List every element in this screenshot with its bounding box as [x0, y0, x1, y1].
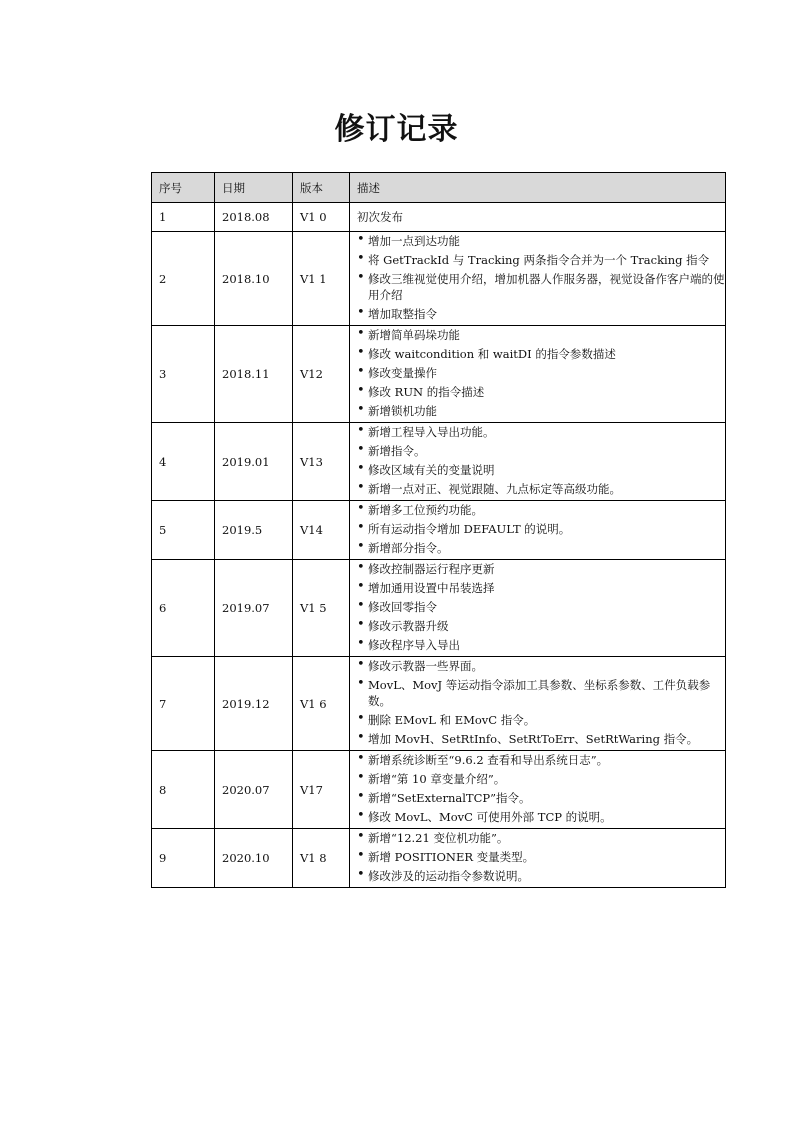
- cell-version: V1 5: [293, 560, 350, 657]
- table-row: [152, 232, 726, 326]
- table-header-row: [152, 173, 726, 203]
- table-row: [152, 560, 726, 657]
- change-list: [357, 658, 725, 747]
- change-item: • 修改 MovL、MovC 可使用外部 TCP 的说明。: [357, 809, 725, 825]
- change-item: • 修改涉及的运动指令参数说明。: [357, 868, 725, 884]
- change-item: • 新增“12.21 变位机功能”。: [357, 830, 725, 846]
- cell-no: 2: [152, 232, 215, 326]
- cell-no: 1: [152, 203, 215, 232]
- table-row: [152, 501, 726, 560]
- cell-version: V17: [293, 751, 350, 829]
- header-version: 版本: [293, 173, 350, 203]
- cell-version: V1 1: [293, 232, 350, 326]
- change-item: • 增加一点到达功能: [357, 233, 725, 249]
- change-item: • 新增一点对正、视觉跟随、九点标定等高级功能。: [357, 481, 725, 497]
- change-item: • 修改三维视觉使用介绍，增加机器人作服务器，视觉设备作客户端的使用介绍: [357, 271, 725, 303]
- change-list: [357, 327, 725, 419]
- cell-description: [350, 751, 726, 829]
- change-item: • 增加通用设置中吊装选择: [357, 580, 725, 596]
- change-item: • 删除 EMovL 和 EMovC 指令。: [357, 712, 725, 728]
- change-item: • 修改示教器升级: [357, 618, 725, 634]
- change-item: • 修改回零指令: [357, 599, 725, 615]
- table-row: [152, 423, 726, 501]
- cell-date: 2018.11: [215, 326, 293, 423]
- cell-description: [350, 232, 726, 326]
- change-list: [357, 561, 725, 653]
- cell-description: 初次发布: [350, 203, 726, 232]
- table-row: [152, 326, 726, 423]
- table-row: [152, 203, 726, 232]
- change-item: • 修改控制器运行程序更新: [357, 561, 725, 577]
- change-item: • 新增锁机功能: [357, 403, 725, 419]
- header-no: 序号: [152, 173, 215, 203]
- cell-version: V1 0: [293, 203, 350, 232]
- cell-version: V1 8: [293, 829, 350, 888]
- change-item: • 新增工程导入导出功能。: [357, 424, 725, 440]
- change-list: [357, 830, 725, 884]
- cell-description: [350, 326, 726, 423]
- table-row: [152, 657, 726, 751]
- cell-no: 5: [152, 501, 215, 560]
- cell-no: 4: [152, 423, 215, 501]
- revision-table: [151, 172, 726, 888]
- change-item: • 将 GetTrackId 与 Tracking 两条指令合并为一个 Tracking 指令: [357, 252, 725, 268]
- cell-date: 2018.08: [215, 203, 293, 232]
- change-item: • 修改区域有关的变量说明: [357, 462, 725, 478]
- table-row: [152, 829, 726, 888]
- change-item: • 新增简单码垛功能: [357, 327, 725, 343]
- cell-date: 2020.07: [215, 751, 293, 829]
- cell-description: [350, 501, 726, 560]
- change-item: • 修改示教器一些界面。: [357, 658, 725, 674]
- change-item: • 修改 RUN 的指令描述: [357, 384, 725, 400]
- cell-date: 2020.10: [215, 829, 293, 888]
- change-list: [357, 233, 725, 322]
- cell-no: 6: [152, 560, 215, 657]
- header-description: 描述: [350, 173, 726, 203]
- change-list: [357, 752, 725, 825]
- page-title: 修订记录: [334, 112, 459, 147]
- change-item: • 新增多工位预约功能。: [357, 502, 725, 518]
- cell-version: V14: [293, 501, 350, 560]
- header-date: 日期: [215, 173, 293, 203]
- cell-description: [350, 423, 726, 501]
- cell-date: 2018.10: [215, 232, 293, 326]
- cell-version: V1 6: [293, 657, 350, 751]
- change-item: • MovL、MovJ 等运动指令添加工具参数、坐标系参数、工件负载参数。: [357, 677, 725, 709]
- cell-date: 2019.5: [215, 501, 293, 560]
- change-list: [357, 502, 725, 556]
- cell-no: 8: [152, 751, 215, 829]
- cell-description: [350, 560, 726, 657]
- cell-no: 7: [152, 657, 215, 751]
- change-item: • 增加取整指令: [357, 306, 725, 322]
- cell-description: [350, 829, 726, 888]
- change-list: [357, 424, 725, 497]
- cell-date: 2019.12: [215, 657, 293, 751]
- change-item: • 新增“第 10 章变量介绍”。: [357, 771, 725, 787]
- table-row: [152, 751, 726, 829]
- change-item: • 新增“SetExternalTCP”指令。: [357, 790, 725, 806]
- change-item: • 新增部分指令。: [357, 540, 725, 556]
- change-item: • 所有运动指令增加 DEFAULT 的说明。: [357, 521, 725, 537]
- change-item: • 新增指令。: [357, 443, 725, 459]
- change-item: • 修改程序导入导出: [357, 637, 725, 653]
- change-item: • 新增系统诊断至“9.6.2 查看和导出系统日志”。: [357, 752, 725, 768]
- cell-no: 3: [152, 326, 215, 423]
- change-item: • 增加 MovH、SetRtInfo、SetRtToErr、SetRtWaring 指令。: [357, 731, 725, 747]
- cell-date: 2019.07: [215, 560, 293, 657]
- cell-description: [350, 657, 726, 751]
- change-item: • 修改变量操作: [357, 365, 725, 381]
- cell-no: 9: [152, 829, 215, 888]
- cell-version: V13: [293, 423, 350, 501]
- cell-version: V12: [293, 326, 350, 423]
- cell-date: 2019.01: [215, 423, 293, 501]
- change-item: • 修改 waitcondition 和 waitDI 的指令参数描述: [357, 346, 725, 362]
- change-item: • 新增 POSITIONER 变量类型。: [357, 849, 725, 865]
